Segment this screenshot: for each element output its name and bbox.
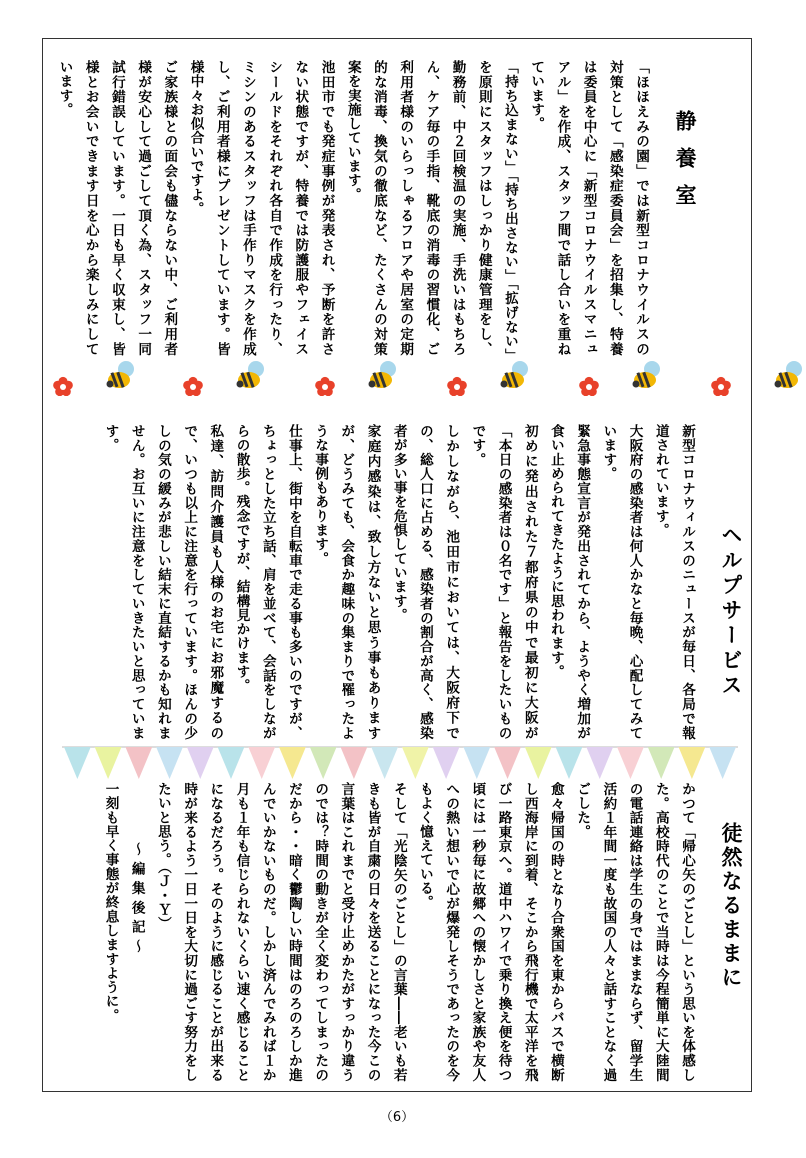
paragraph: 「持ち込まない」「持ち出さない」「拡げない」を原則にスタッフはしっかり健康管理をし、勤務前、中２回検温の実施、手洗いはもちろん、ケア毎の手指、靴底の消毒の習慣化、ご利用者様のいらっしゃるフロアや居室の定期的な消毒、換気の徹底など、たくさんの対策案を実施しています。 <box>344 60 518 356</box>
section-tsurezure <box>66 782 744 1082</box>
flower-bee-divider <box>42 358 794 398</box>
paragraph: しかしながら、池田市においては、大阪府下での、総人口に占める、感染者の割合が高く、感染者が多い事を危惧しています。 <box>390 424 460 740</box>
bunting-flag <box>125 747 152 779</box>
section-title-helpservice: ヘルプサービス <box>719 524 743 699</box>
bee-icon <box>498 360 532 392</box>
bunting-flag <box>156 747 183 779</box>
flower-icon <box>578 376 600 398</box>
flower-icon <box>314 376 336 398</box>
paragraph: 「ほほえみの園」では新型コロナウイルスの対策として「感染症委員会」を招集し、特養は委員を中心に「新型コロナウイルスマニュアル」を作成、スタッフ間で話し合いを重ねています。 <box>528 60 649 356</box>
bunting-flag <box>617 747 644 779</box>
flower-icon <box>710 376 732 398</box>
bunting-flag <box>371 747 398 779</box>
paragraph: 私達、訪問介護員も人様のお宅にお邪魔するので、いつも以上に注意を行っています。ほんの少しの気の緩みが悲しい結末に直結するかも知れません。お互いに注意をしていきたいと思っています。 <box>102 424 224 740</box>
bunting-flag <box>679 747 706 779</box>
bunting-flag <box>279 747 306 779</box>
bunting-flag <box>64 747 91 779</box>
bee-icon <box>104 360 138 392</box>
bunting-flag <box>709 747 736 779</box>
paragraph: かつて「帰心矢のごとし」という思いを体感した。高校時代のことで当時は今程簡単に大陸間の電話連絡は学生の身ではままならず、留学生活約１年間一度も故国の人々と話すことなく過ごした。 <box>574 782 695 1082</box>
bee-icon <box>772 360 806 392</box>
flower-icon <box>446 376 468 398</box>
bunting-flag <box>586 747 613 779</box>
bunting-flag <box>95 747 122 779</box>
paragraph: そして「光陰矢のごとし」の言葉――老いも若きも皆が自粛の日々を送ることになった今この言葉はこれまでと受け止めかたがすっかり違うのでは？時間の動きが全く変わってしまったのだから・・暗く鬱陶しい時間はのろのろしか進んでいかないものだ。しかし済んでみれば１か月も１年も信じられないくらい速く感じることになるだろう。そのように感じることが出来る時が来るよう一日一日を大切に過ごす努力をしたいと思う。（Ｊ・Ｙ） <box>154 782 407 1082</box>
flower-icon <box>182 376 204 398</box>
paragraph: 仕事上、街中を自転車で走る事も多いのですが、ちょっとした立ち話、肩を並べて、会話をしながらの散歩。残念ですが、結構見かけます。 <box>233 424 302 740</box>
paragraph: ご家族様との面会も儘ならない中、ご利用者様が安心して過ごして頂く為、スタッフ一同試行錯誤しています。一日も早く収束し、皆様とお会いできます日を心から楽しみにしています。 <box>56 60 178 356</box>
bunting-flag <box>525 747 552 779</box>
bee-icon <box>234 360 268 392</box>
paragraph: 緊急事態宣言が発出されてから、ようやく増加が食い止められてきたように思われます。 <box>547 424 591 740</box>
bunting-flag <box>187 747 214 779</box>
page-number: （6） <box>379 1110 415 1125</box>
bunting-divider <box>62 745 738 785</box>
section-helpservice <box>66 424 744 740</box>
section-seiyoushitsu <box>56 60 698 356</box>
paragraph: 大阪府の感染者は何人かなと毎晩、心配してみています。 <box>600 424 643 740</box>
bunting-flag <box>402 747 429 779</box>
section-title-tsurezure: 徒然なるままに <box>719 822 743 990</box>
closing-line: 一刻も早く事態が終息しますように。 <box>102 782 119 1023</box>
paragraph: 池田市でも発症事例が発表され、予断を許さない状態ですが、特養では防護服やフェイスシールドをそれぞれ各自で作成を行ったり、ミシンのあるスタッフは手作りマスクを作成し、ご利用者様にプレゼントしています。皆様中々お似合いですよ。 <box>187 60 335 356</box>
section-title-seiyoushitsu: 静養室 <box>673 110 697 221</box>
bunting-flag <box>433 747 460 779</box>
bunting-flag <box>494 747 521 779</box>
paragraph: 愈々帰国の時となり合衆国を東からバスで横断し西海岸に到着、そこから飛行機で太平洋を飛び一路東京へ。道中ハワイで乗り換え便を待つ頃には一秒毎に故郷への懐かしさと家族や友人への熱い想いで心が爆発しそうであったのを今もよく憶えている。 <box>416 782 564 1082</box>
bunting-flag <box>556 747 583 779</box>
bunting-flag <box>341 747 368 779</box>
bunting-flag <box>648 747 675 779</box>
bee-icon <box>366 360 400 392</box>
paragraph: 新型コロナウィルスのニュースが毎日、各局で報道されています。 <box>652 424 695 740</box>
flower-icon <box>52 376 74 398</box>
paragraph: 初めに発出された７都府県の中で最初に大阪が「本日の感染者は０名です」と報告をしたいものです。 <box>469 424 538 740</box>
bunting-flag <box>463 747 490 779</box>
bee-icon <box>630 360 664 392</box>
paragraph: 家庭内感染は、致し方ないと思う事もありますが、どうみても、会食か趣味の集まりで罹ったような事例もあります。 <box>312 424 381 740</box>
bunting-flag <box>310 747 337 779</box>
bunting-flag <box>218 747 245 779</box>
bunting-flag <box>248 747 275 779</box>
editor-note: ～ 編 集 後 記 ～ <box>128 842 145 954</box>
